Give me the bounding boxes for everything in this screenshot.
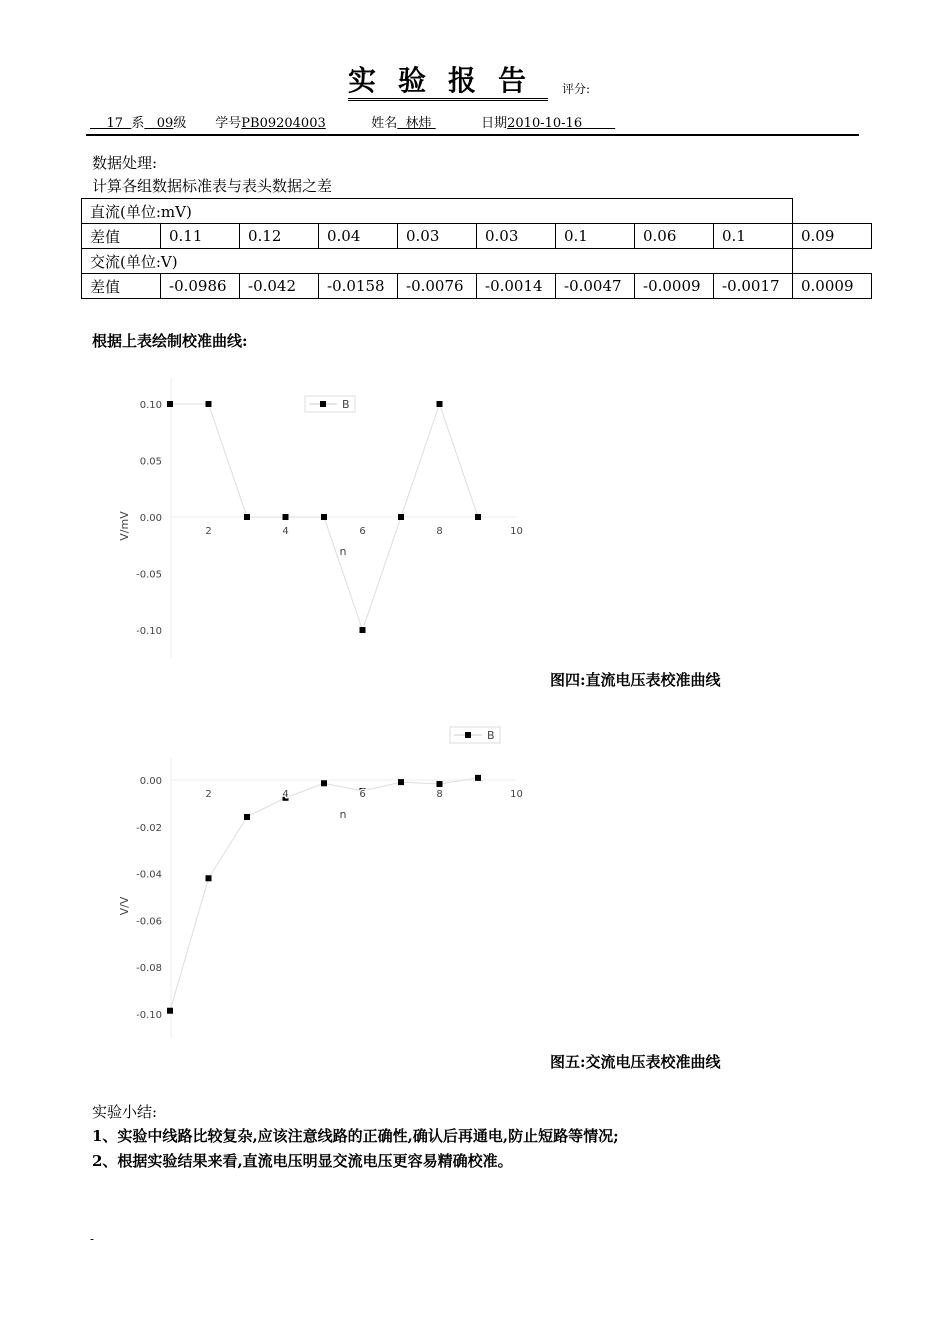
table-cell: 0.03: [398, 224, 477, 249]
x-tick-label: 8: [436, 789, 443, 800]
x-tick-label: 6: [359, 789, 366, 800]
table-cell: 0.12: [240, 224, 319, 249]
ac-title: 交流(单位:V): [82, 249, 793, 274]
table-cell: 0.03: [477, 224, 556, 249]
footer-mark: -: [90, 1232, 95, 1246]
data-point: [398, 779, 404, 785]
table-cell: -0.0014: [477, 274, 556, 299]
table-cell: 0.09: [793, 224, 872, 249]
x-tick-label: 4: [282, 789, 289, 800]
y-tick-label: -0.02: [136, 822, 162, 834]
section-subheading: 计算各组数据标准表与表头数据之差: [92, 177, 333, 195]
x-tick-label: 2: [205, 526, 212, 537]
table-cell: -0.0986: [161, 274, 240, 299]
summary-item: 2、根据实验结果来看,直流电压明显交流电压更容易精确校准。: [92, 1152, 513, 1170]
data-point: [167, 401, 173, 407]
id-label: 学号: [215, 116, 242, 131]
data-point: [475, 514, 481, 520]
dc-title: 直流(单位:mV): [82, 199, 793, 224]
grade-suffix: 级: [173, 116, 187, 131]
y-tick-label: -0.05: [136, 569, 162, 581]
x-tick-label: 2: [205, 789, 212, 800]
data-point: [437, 401, 443, 407]
data-point: [360, 627, 366, 633]
dept-suffix: 系: [131, 116, 145, 131]
data-point: [283, 514, 289, 520]
y-tick-label: 0.00: [139, 776, 162, 787]
summary-heading: 实验小结:: [92, 1103, 158, 1121]
figure-caption-ac: 图五:交流电压表校准曲线: [550, 1053, 721, 1071]
y-axis-label: V/mV: [118, 511, 131, 541]
data-point: [244, 514, 250, 520]
table-cell: 0.06: [635, 224, 714, 249]
date-label: 日期: [481, 116, 508, 131]
y-tick-label: -0.10: [136, 626, 162, 637]
data-point: [206, 875, 212, 881]
section-heading: 数据处理:: [92, 154, 158, 172]
y-tick-label: -0.06: [136, 916, 162, 928]
y-tick-label: -0.04: [136, 869, 162, 881]
data-point: [167, 1008, 173, 1014]
table-cell: -0.0009: [635, 274, 714, 299]
x-tick-label: 10: [510, 789, 523, 800]
dept: 17: [106, 116, 124, 131]
figure-caption-dc: 图四:直流电压表校准曲线: [550, 671, 721, 689]
row-label: 差值: [82, 274, 161, 299]
table-cell: 0.1: [556, 224, 635, 249]
data-point: [206, 401, 212, 407]
legend-marker: [465, 732, 471, 738]
table-cell: -0.042: [240, 274, 319, 299]
data-point: [398, 514, 404, 520]
data-point: [321, 780, 327, 786]
name-label: 姓名: [371, 116, 398, 131]
series-line: [170, 778, 478, 1011]
x-tick-label: 4: [282, 526, 289, 537]
data-point: [475, 775, 481, 781]
table-cell: 0.1: [714, 224, 793, 249]
table-cell: -0.0047: [556, 274, 635, 299]
legend-marker: [320, 401, 326, 407]
x-tick-label: 6: [359, 526, 366, 537]
y-tick-label: 0.05: [139, 456, 162, 468]
grade: 09: [156, 116, 174, 131]
score-label: 评分:: [562, 82, 591, 96]
row-label: 差值: [82, 224, 161, 249]
data-point: [437, 781, 443, 787]
y-tick-label: 0.00: [139, 513, 162, 524]
x-axis-label: n: [339, 808, 347, 821]
table-cell: -0.0017: [714, 274, 793, 299]
table-cell: 0.04: [319, 224, 398, 249]
legend-label: B: [487, 729, 495, 742]
page-title: 实验报告: [348, 64, 548, 101]
x-tick-label: 10: [510, 526, 523, 537]
y-tick-label: -0.10: [136, 1010, 162, 1021]
summary-item: 1、实验中线路比较复杂,应该注意线路的正确性,确认后再通电,防止短路等情况;: [92, 1127, 619, 1145]
data-point: [244, 814, 250, 820]
y-tick-label: -0.08: [136, 963, 162, 975]
table-cell: -0.0076: [398, 274, 477, 299]
table-cell: 0.11: [161, 224, 240, 249]
date: 2010-10-16: [507, 116, 583, 131]
plot-heading: 根据上表绘制校准曲线:: [92, 332, 248, 350]
student-id: PB09204003: [241, 116, 326, 131]
y-axis-label: V/V: [118, 896, 131, 916]
student-name: 林炜: [405, 116, 432, 131]
x-tick-label: 8: [436, 526, 443, 537]
table-cell: -0.0158: [319, 274, 398, 299]
table-cell: 0.0009: [793, 274, 872, 299]
legend-label: B: [342, 398, 350, 411]
data-point: [321, 514, 327, 520]
y-tick-label: 0.10: [139, 400, 162, 411]
x-axis-label: n: [339, 545, 347, 558]
